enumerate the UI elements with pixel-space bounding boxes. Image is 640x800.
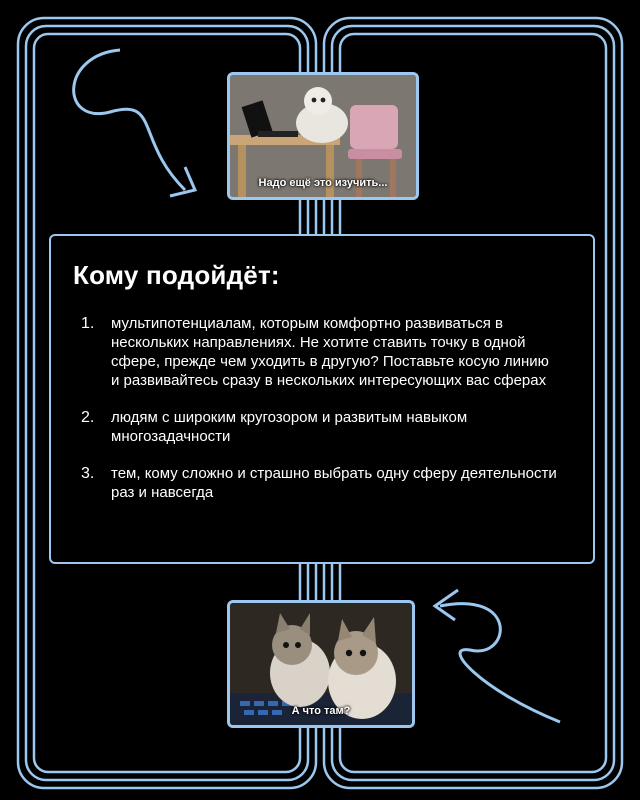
audience-list bbox=[81, 314, 561, 520]
list-item-text: тем, кому сложно и страшно выбрать одну сферу деятельности раз и навсегда bbox=[111, 465, 557, 501]
card-heading: Кому подойдёт: bbox=[73, 260, 280, 290]
list-item-text: мультипотенциалам, которым комфортно развиваться в нескольких направлениях. Не хотите ставить точку в одной сфере, прежде чем уходить в другую? Поставьте косую линию и развивайтесь сразу в нескольких интересующих вас сферах bbox=[111, 315, 549, 389]
list-item-text: людям с широким кругозором и развитым навыком многозадачности bbox=[111, 409, 468, 445]
curly-arrow-top bbox=[74, 50, 185, 190]
photo-cat-at-laptop bbox=[227, 72, 419, 200]
info-card bbox=[49, 234, 595, 564]
list-item-number: 3. bbox=[81, 465, 95, 482]
list-item bbox=[81, 464, 561, 502]
list-item-number: 1. bbox=[81, 315, 95, 332]
list-item bbox=[81, 314, 561, 390]
curly-arrow-bottom bbox=[440, 604, 560, 722]
list-item-number: 2. bbox=[81, 409, 95, 426]
photo-cats-at-keyboard bbox=[227, 600, 415, 728]
list-item bbox=[81, 408, 561, 446]
arrowhead-top bbox=[170, 167, 195, 196]
photo-bottom-caption: А что там? bbox=[291, 705, 351, 717]
photo-top-caption: Надо ещё это изучить... bbox=[258, 177, 388, 189]
